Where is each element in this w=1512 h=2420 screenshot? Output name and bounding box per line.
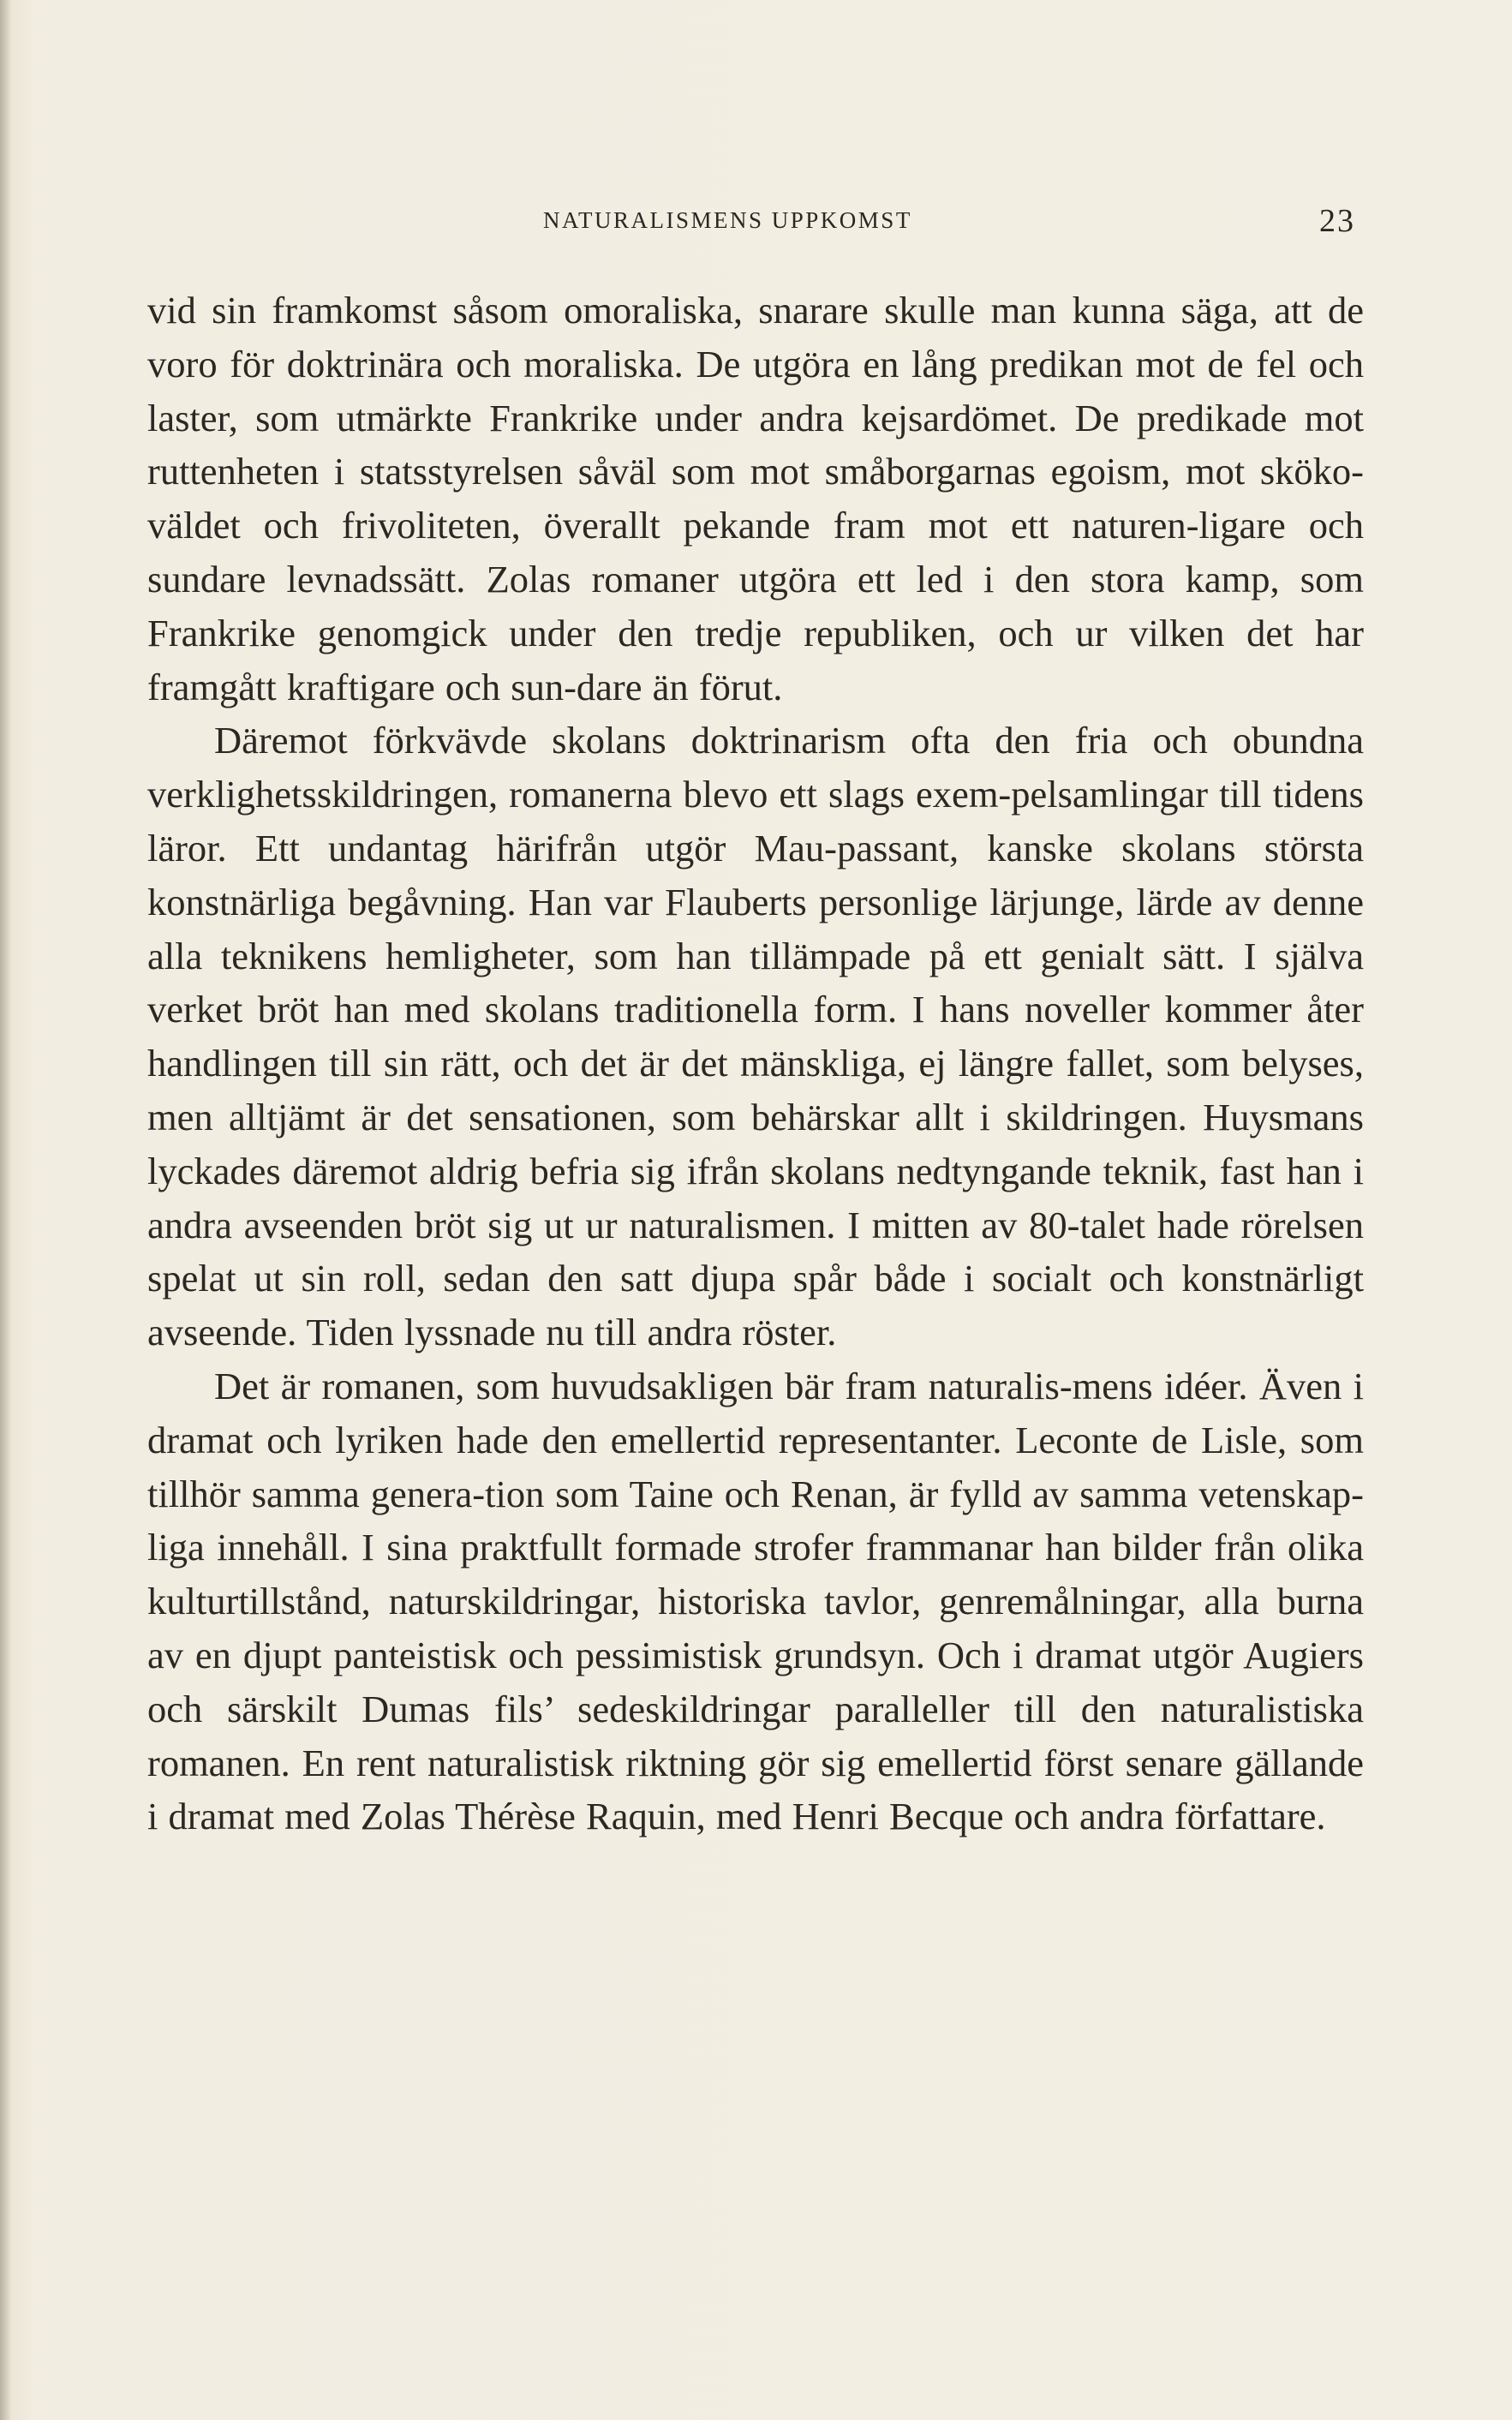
running-title: NATURALISMENS UPPKOMST [543,207,912,233]
page-number: 23 [1319,203,1355,239]
paragraph-1: vid sin framkomst såsom omoraliska, snarare skulle man kunna säga, att de voro för doktrinära och moraliska. De utgöra en lång predikan mot de fel och laster, som utmärkte Frankrike under andra kejsardömet. De predikade mot ruttenheten i statsstyrelsen såväl som mot småborgarnas egoism, mot sköko-väldet och frivoliteten, överallt pekande fram mot ett naturen-ligare och sundare levnadssätt. Zolas romaner utgöra ett led i den stora kamp, som Frankrike genomgick under den tredje republiken, och ur vilken det har framgått kraftigare och sun-dare än förut. [147,289,1364,708]
running-header [147,203,1364,242]
paragraph-3: Det är romanen, som huvudsakligen bär fram naturalis-mens idéer. Även i dramat och lyriken hade den emellertid representanter. Leconte de Lisle, som tillhör samma genera-tion som Taine och Renan, är fylld av samma vetenskap-liga innehåll. I sina praktfullt formade strofer frammanar han bilder från olika kulturtillstånd, naturskildringar, historiska tavlor, genremålningar, alla burna av en djupt panteistisk och pessimistisk grundsyn. Och i dramat utgör Augiers och särskilt Dumas fils’ sedeskildringar paralleller till den naturalistiska romanen. En rent naturalistisk riktning gör sig emellertid först senare gällande i dramat med Zolas Thérèse Raquin, med Henri Becque och andra författare. [147,1364,1364,1838]
page-binding-edge [0,0,10,2420]
paragraph-2: Däremot förkvävde skolans doktrinarism ofta den fria och obundna verklighetsskildringen, romanerna blevo ett slags exem-pelsamlingar till tidens läror. Ett undantag härifrån utgör Mau-passant, kanske skolans största konstnärliga begåvning. Han var Flauberts personlige lärjunge, lärde av denne alla teknikens hemligheter, som han tillämpade på ett genialt sätt. I själva verket bröt han med skolans traditionella form. I hans noveller kommer åter handlingen till sin rätt, och det är det mänskliga, ej längre fallet, som belyses, men alltjämt är det sensationen, som behärskar allt i skildringen. Huysmans lyckades däremot aldrig befria sig ifrån skolans nedtyngande teknik, fast han i andra avseenden bröt sig ut ur naturalismen. I mitten av 80-talet hade rörelsen spelat ut sin roll, sedan den satt djupa spår både i socialt och konstnärligt avseende. Tiden lyssnade nu till andra röster. [147,719,1364,1354]
body-text [147,284,1364,1843]
